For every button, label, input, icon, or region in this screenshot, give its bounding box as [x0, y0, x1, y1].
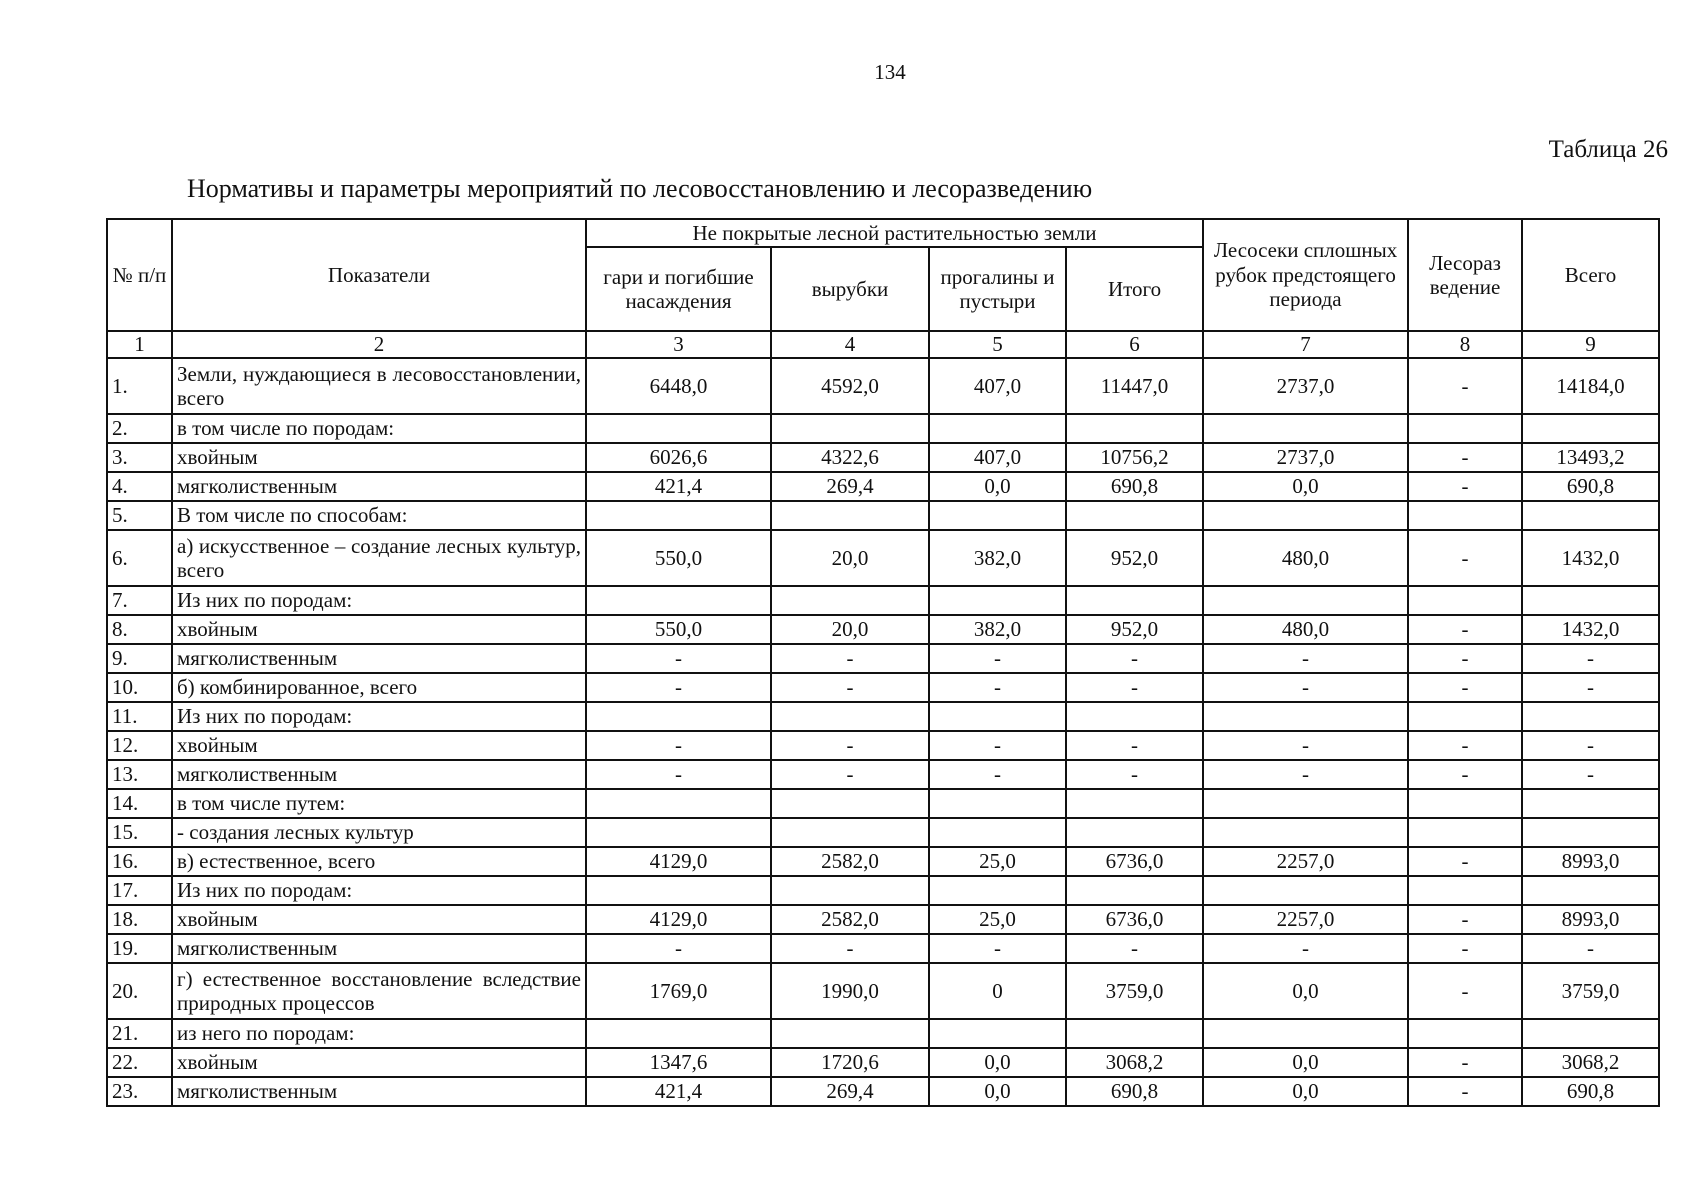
cell-c4	[771, 818, 929, 847]
row-indicator: мягколиственным	[172, 472, 586, 501]
cell-c6	[1066, 1019, 1203, 1048]
header-burnt-dead-stands: гари и погибшие насаждения	[586, 247, 771, 331]
row-indicator: В том числе по способам:	[172, 501, 586, 530]
cell-c5	[929, 876, 1066, 905]
table-row	[107, 934, 1659, 963]
row-number: 13.	[107, 760, 172, 789]
table-row	[107, 963, 1659, 1019]
column-index-cell: 1	[107, 331, 172, 358]
cell-c4	[771, 876, 929, 905]
cell-c4: -	[771, 731, 929, 760]
cell-c9: -	[1522, 673, 1659, 702]
table-body	[107, 331, 1659, 1106]
cell-c5: 0,0	[929, 1048, 1066, 1077]
cell-c4: 1990,0	[771, 963, 929, 1019]
cell-c6	[1066, 414, 1203, 443]
row-number: 15.	[107, 818, 172, 847]
table-row	[107, 818, 1659, 847]
cell-c7: 0,0	[1203, 1077, 1408, 1106]
cell-c7	[1203, 1019, 1408, 1048]
cell-c7: 2737,0	[1203, 443, 1408, 472]
cell-c8	[1408, 818, 1522, 847]
row-indicator: Из них по породам:	[172, 876, 586, 905]
cell-c8: -	[1408, 644, 1522, 673]
row-indicator: в том числе путем:	[172, 789, 586, 818]
cell-c5: 382,0	[929, 615, 1066, 644]
cell-c8: -	[1408, 673, 1522, 702]
row-indicator: мягколиственным	[172, 934, 586, 963]
cell-c3	[586, 1019, 771, 1048]
cell-c4: -	[771, 644, 929, 673]
cell-c9: 1432,0	[1522, 530, 1659, 586]
table-row	[107, 501, 1659, 530]
cell-c9: -	[1522, 934, 1659, 963]
cell-c3: -	[586, 934, 771, 963]
cell-c3: -	[586, 673, 771, 702]
row-indicator: в том числе по породам:	[172, 414, 586, 443]
cell-c9: -	[1522, 644, 1659, 673]
column-index-cell: 5	[929, 331, 1066, 358]
cell-c3	[586, 501, 771, 530]
column-index-cell: 2	[172, 331, 586, 358]
cell-c6	[1066, 702, 1203, 731]
header-subtotal: Итого	[1066, 247, 1203, 331]
cell-c7: 480,0	[1203, 530, 1408, 586]
table-row	[107, 358, 1659, 414]
table-label: Таблица 26	[1548, 136, 1668, 163]
cell-c4: -	[771, 934, 929, 963]
cell-c4	[771, 1019, 929, 1048]
cell-c8: -	[1408, 963, 1522, 1019]
row-indicator: хвойным	[172, 731, 586, 760]
cell-c8	[1408, 876, 1522, 905]
cell-c8: -	[1408, 443, 1522, 472]
cell-c7: -	[1203, 644, 1408, 673]
cell-c4	[771, 586, 929, 615]
row-number: 14.	[107, 789, 172, 818]
cell-c7: -	[1203, 760, 1408, 789]
cell-c5: 25,0	[929, 905, 1066, 934]
row-number: 1.	[107, 358, 172, 414]
cell-c5: -	[929, 673, 1066, 702]
header-cutovers: вырубки	[771, 247, 929, 331]
table-row	[107, 530, 1659, 586]
cell-c8	[1408, 702, 1522, 731]
cell-c3	[586, 789, 771, 818]
row-number: 19.	[107, 934, 172, 963]
row-number: 6.	[107, 530, 172, 586]
cell-c7: 2737,0	[1203, 358, 1408, 414]
cell-c7	[1203, 702, 1408, 731]
page-number: 134	[874, 60, 906, 84]
table-row	[107, 847, 1659, 876]
cell-c4: 4592,0	[771, 358, 929, 414]
header-glades-wastelands: прогалины и пустыри	[929, 247, 1066, 331]
table-row	[107, 586, 1659, 615]
table-header	[107, 219, 1659, 331]
cell-c9: 690,8	[1522, 472, 1659, 501]
cell-c3: 421,4	[586, 1077, 771, 1106]
cell-c7	[1203, 818, 1408, 847]
cell-c6: -	[1066, 760, 1203, 789]
cell-c8	[1408, 789, 1522, 818]
cell-c5	[929, 702, 1066, 731]
cell-c9: 14184,0	[1522, 358, 1659, 414]
cell-c6: 6736,0	[1066, 847, 1203, 876]
cell-c3: 550,0	[586, 530, 771, 586]
row-number: 10.	[107, 673, 172, 702]
cell-c9	[1522, 586, 1659, 615]
row-number: 3.	[107, 443, 172, 472]
cell-c9	[1522, 414, 1659, 443]
cell-c3	[586, 414, 771, 443]
table-row	[107, 905, 1659, 934]
cell-c5: -	[929, 760, 1066, 789]
table-row	[107, 615, 1659, 644]
cell-c4: -	[771, 673, 929, 702]
cell-c7	[1203, 414, 1408, 443]
column-index-cell: 8	[1408, 331, 1522, 358]
cell-c5: -	[929, 644, 1066, 673]
row-indicator: мягколиственным	[172, 760, 586, 789]
row-indicator: Земли, нуждающиеся в лесовосстановлении, всего	[172, 358, 586, 414]
column-index-cell: 4	[771, 331, 929, 358]
cell-c6: -	[1066, 731, 1203, 760]
cell-c9	[1522, 702, 1659, 731]
cell-c4: -	[771, 760, 929, 789]
cell-c7: 0,0	[1203, 1048, 1408, 1077]
row-number: 22.	[107, 1048, 172, 1077]
column-index-cell: 3	[586, 331, 771, 358]
row-indicator: из него по породам:	[172, 1019, 586, 1048]
cell-c4: 4322,6	[771, 443, 929, 472]
column-index-cell: 6	[1066, 331, 1203, 358]
cell-c7: 0,0	[1203, 472, 1408, 501]
cell-c4: 269,4	[771, 472, 929, 501]
cell-c6: -	[1066, 644, 1203, 673]
cell-c9: 8993,0	[1522, 905, 1659, 934]
cell-c9: 690,8	[1522, 1077, 1659, 1106]
cell-c3: -	[586, 644, 771, 673]
cell-c3	[586, 876, 771, 905]
row-indicator: г) естественное восстановление вследствие природных процессов	[172, 963, 586, 1019]
table-row	[107, 1077, 1659, 1106]
row-number: 11.	[107, 702, 172, 731]
cell-c3: 421,4	[586, 472, 771, 501]
cell-c6: 6736,0	[1066, 905, 1203, 934]
cell-c5: 407,0	[929, 443, 1066, 472]
header-num: № п/п	[107, 219, 172, 331]
column-index-row	[107, 331, 1659, 358]
cell-c6: 690,8	[1066, 1077, 1203, 1106]
row-indicator: - создания лесных культур	[172, 818, 586, 847]
cell-c3: -	[586, 760, 771, 789]
table-row	[107, 443, 1659, 472]
cell-c4: 1720,6	[771, 1048, 929, 1077]
cell-c9: 3068,2	[1522, 1048, 1659, 1077]
table-row	[107, 760, 1659, 789]
row-number: 20.	[107, 963, 172, 1019]
row-indicator: мягколиственным	[172, 644, 586, 673]
row-number: 9.	[107, 644, 172, 673]
cell-c7: 2257,0	[1203, 905, 1408, 934]
row-indicator: мягколиственным	[172, 1077, 586, 1106]
cell-c3: 550,0	[586, 615, 771, 644]
cell-c5: -	[929, 731, 1066, 760]
cell-c8: -	[1408, 1048, 1522, 1077]
cell-c9: 3759,0	[1522, 963, 1659, 1019]
row-number: 17.	[107, 876, 172, 905]
cell-c6: 952,0	[1066, 615, 1203, 644]
cell-c8	[1408, 414, 1522, 443]
cell-c5	[929, 414, 1066, 443]
table-row	[107, 702, 1659, 731]
header-uncovered-lands: Не покрытые лесной растительностью земли	[586, 219, 1203, 247]
cell-c6	[1066, 586, 1203, 615]
cell-c8: -	[1408, 731, 1522, 760]
cell-c8: -	[1408, 358, 1522, 414]
cell-c6: 11447,0	[1066, 358, 1203, 414]
cell-c9: 13493,2	[1522, 443, 1659, 472]
cell-c5	[929, 1019, 1066, 1048]
cell-c8: -	[1408, 760, 1522, 789]
cell-c8	[1408, 1019, 1522, 1048]
row-indicator: Из них по породам:	[172, 586, 586, 615]
cell-c8: -	[1408, 615, 1522, 644]
cell-c5: 407,0	[929, 358, 1066, 414]
table-row	[107, 1048, 1659, 1077]
cell-c4	[771, 702, 929, 731]
cell-c6	[1066, 789, 1203, 818]
row-number: 8.	[107, 615, 172, 644]
table-row	[107, 789, 1659, 818]
column-index-cell: 7	[1203, 331, 1408, 358]
cell-c3: -	[586, 731, 771, 760]
cell-c7: -	[1203, 673, 1408, 702]
cell-c9	[1522, 789, 1659, 818]
norms-table	[106, 218, 1660, 1107]
table-row	[107, 472, 1659, 501]
cell-c9	[1522, 501, 1659, 530]
row-indicator: хвойным	[172, 615, 586, 644]
cell-c9: 1432,0	[1522, 615, 1659, 644]
cell-c6: -	[1066, 673, 1203, 702]
column-index-cell: 9	[1522, 331, 1659, 358]
cell-c4	[771, 414, 929, 443]
cell-c9	[1522, 818, 1659, 847]
cell-c5	[929, 586, 1066, 615]
row-number: 2.	[107, 414, 172, 443]
header-clearcut-areas: Лесосеки сплошных рубок предстоящего периода	[1203, 219, 1408, 331]
cell-c5: 0	[929, 963, 1066, 1019]
table-row	[107, 644, 1659, 673]
cell-c9: -	[1522, 731, 1659, 760]
cell-c6	[1066, 818, 1203, 847]
cell-c7	[1203, 501, 1408, 530]
cell-c7	[1203, 876, 1408, 905]
table-row	[107, 731, 1659, 760]
cell-c9: 8993,0	[1522, 847, 1659, 876]
cell-c6	[1066, 501, 1203, 530]
cell-c7: 2257,0	[1203, 847, 1408, 876]
row-number: 21.	[107, 1019, 172, 1048]
cell-c5	[929, 501, 1066, 530]
cell-c5: 25,0	[929, 847, 1066, 876]
row-number: 16.	[107, 847, 172, 876]
row-indicator: Из них по породам:	[172, 702, 586, 731]
cell-c8: -	[1408, 905, 1522, 934]
cell-c5	[929, 789, 1066, 818]
cell-c3	[586, 702, 771, 731]
row-indicator: хвойным	[172, 443, 586, 472]
cell-c9	[1522, 1019, 1659, 1048]
cell-c7	[1203, 789, 1408, 818]
cell-c3: 4129,0	[586, 905, 771, 934]
cell-c8	[1408, 501, 1522, 530]
cell-c7: 480,0	[1203, 615, 1408, 644]
row-indicator: а) искусственное – создание лесных культур, всего	[172, 530, 586, 586]
cell-c3: 1347,6	[586, 1048, 771, 1077]
cell-c4: 20,0	[771, 530, 929, 586]
table-row	[107, 673, 1659, 702]
cell-c4: 2582,0	[771, 905, 929, 934]
row-indicator: хвойным	[172, 1048, 586, 1077]
cell-c3: 1769,0	[586, 963, 771, 1019]
cell-c6	[1066, 876, 1203, 905]
cell-c8	[1408, 586, 1522, 615]
cell-c4	[771, 789, 929, 818]
row-number: 4.	[107, 472, 172, 501]
cell-c9: -	[1522, 760, 1659, 789]
cell-c4: 269,4	[771, 1077, 929, 1106]
document-title: Нормативы и параметры мероприятий по лесовосстановлению и лесоразведению	[187, 174, 1093, 203]
cell-c4	[771, 501, 929, 530]
cell-c3: 4129,0	[586, 847, 771, 876]
row-number: 5.	[107, 501, 172, 530]
cell-c3	[586, 818, 771, 847]
row-number: 7.	[107, 586, 172, 615]
table-row	[107, 876, 1659, 905]
row-indicator: хвойным	[172, 905, 586, 934]
cell-c5: -	[929, 934, 1066, 963]
cell-c6: 3759,0	[1066, 963, 1203, 1019]
cell-c4: 2582,0	[771, 847, 929, 876]
cell-c5: 0,0	[929, 472, 1066, 501]
cell-c6: 3068,2	[1066, 1048, 1203, 1077]
cell-c8: -	[1408, 847, 1522, 876]
header-indicators: Показатели	[172, 219, 586, 331]
row-indicator: б) комбинированное, всего	[172, 673, 586, 702]
cell-c3: 6026,6	[586, 443, 771, 472]
row-number: 18.	[107, 905, 172, 934]
cell-c8: -	[1408, 934, 1522, 963]
cell-c6: 10756,2	[1066, 443, 1203, 472]
cell-c6: 690,8	[1066, 472, 1203, 501]
cell-c8: -	[1408, 1077, 1522, 1106]
table-row	[107, 414, 1659, 443]
header-afforestation: Лесораз ведение	[1408, 219, 1522, 331]
row-number: 23.	[107, 1077, 172, 1106]
cell-c7: 0,0	[1203, 963, 1408, 1019]
row-indicator: в) естественное, всего	[172, 847, 586, 876]
cell-c6: -	[1066, 934, 1203, 963]
cell-c7	[1203, 586, 1408, 615]
cell-c3	[586, 586, 771, 615]
header-total: Всего	[1522, 219, 1659, 331]
cell-c5: 0,0	[929, 1077, 1066, 1106]
cell-c7: -	[1203, 731, 1408, 760]
cell-c3: 6448,0	[586, 358, 771, 414]
cell-c5	[929, 818, 1066, 847]
table-row	[107, 1019, 1659, 1048]
cell-c9	[1522, 876, 1659, 905]
cell-c8: -	[1408, 472, 1522, 501]
row-number: 12.	[107, 731, 172, 760]
cell-c4: 20,0	[771, 615, 929, 644]
cell-c5: 382,0	[929, 530, 1066, 586]
cell-c7: -	[1203, 934, 1408, 963]
cell-c8: -	[1408, 530, 1522, 586]
cell-c6: 952,0	[1066, 530, 1203, 586]
